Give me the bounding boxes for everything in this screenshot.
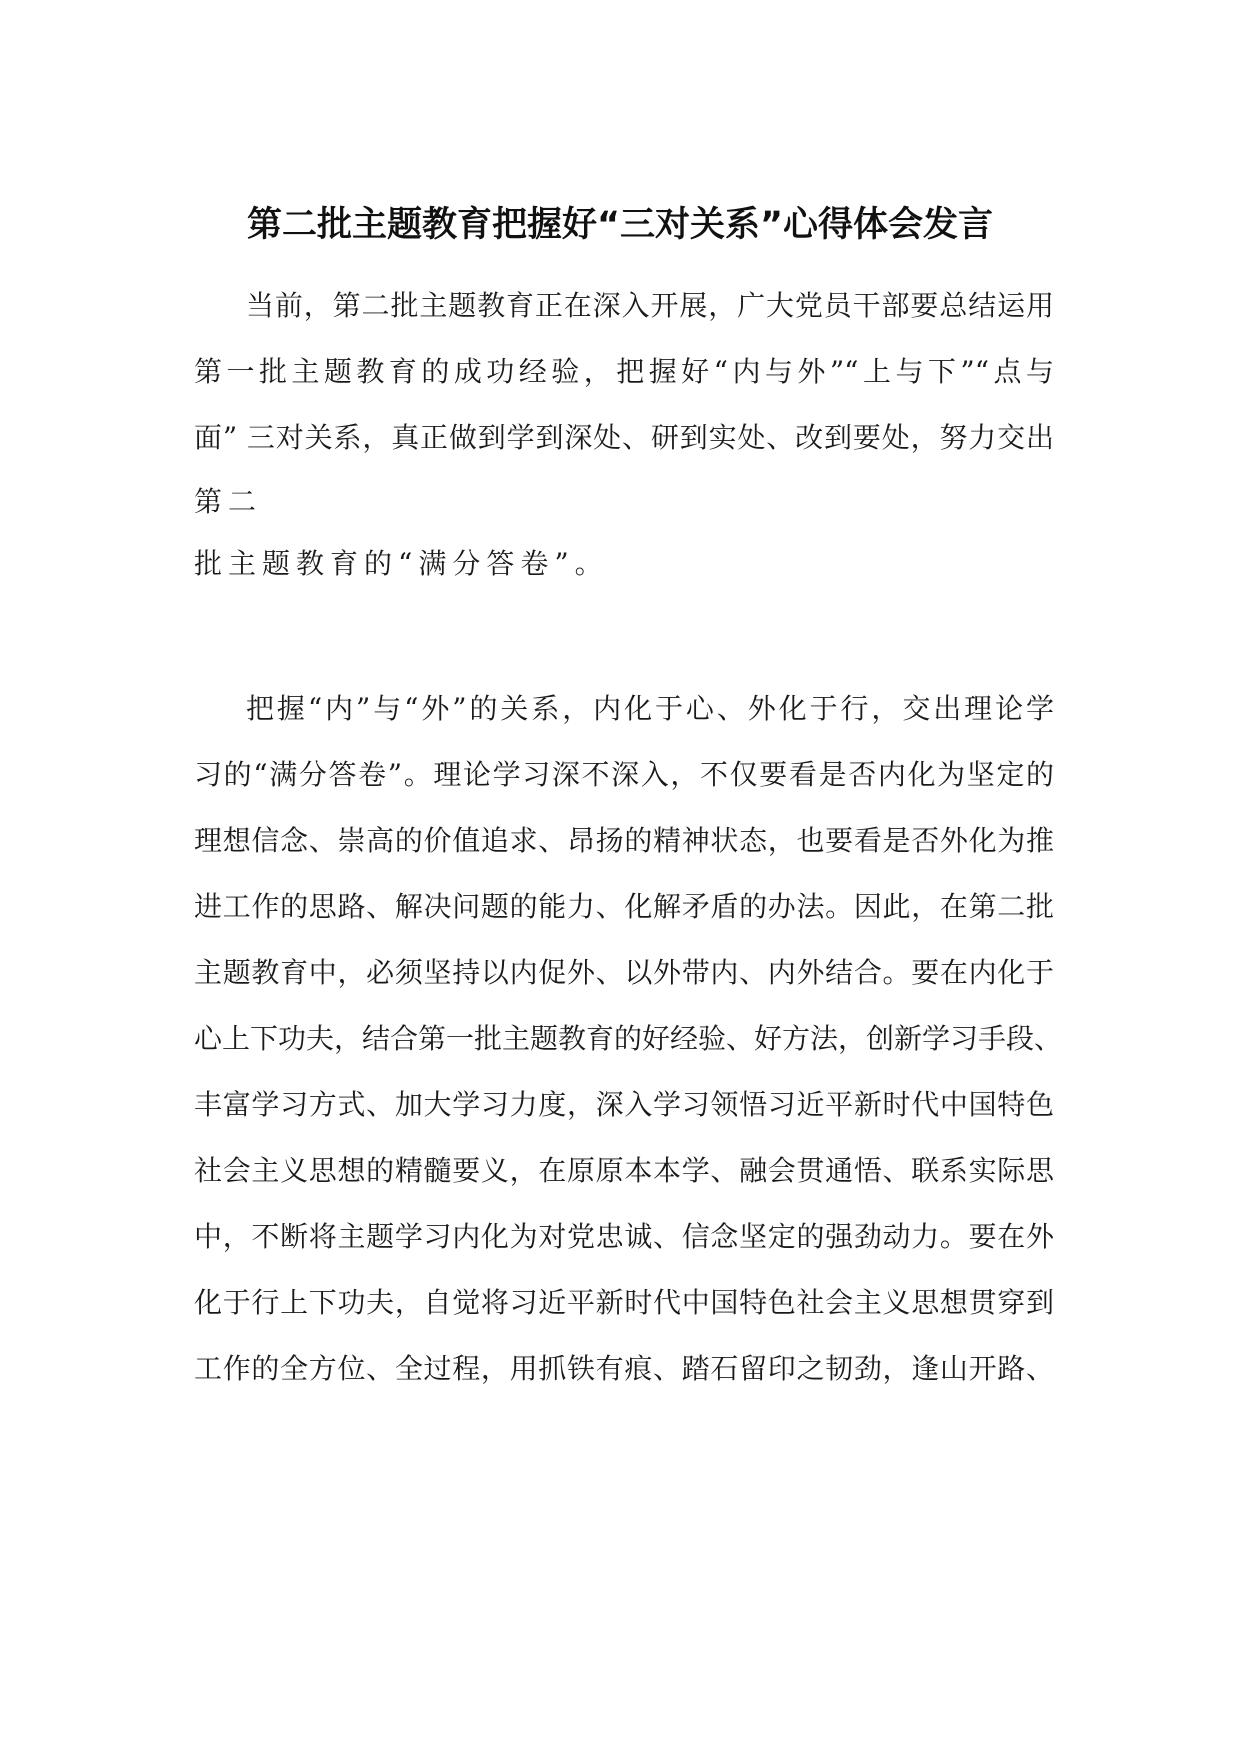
paragraph-1-line-5: 批主题教育的“满分答卷”。 <box>194 547 609 580</box>
paragraph-2-line-9: 中，不断将主题学习内化为对党忠诚、信念坚定的强劲动力。要在外 <box>194 1220 1054 1253</box>
paragraph-2-line-5: 主题教育中，必须坚持以内促外、以外带内、内外结合。要在内化于 <box>194 956 1054 989</box>
paragraph-2-line-6: 心上下功夫，结合第一批主题教育的好经验、好方法，创新学习手段、 <box>194 1022 1063 1055</box>
paragraph-2-line-8: 社会主义思想的精髓要义，在原原本本学、融会贯通悟、联系实际思 <box>194 1154 1054 1187</box>
paragraph-2-line-7: 丰富学习方式、加大学习力度，深入学习领悟习近平新时代中国特色 <box>194 1088 1054 1121</box>
paragraph-2-line-2: 习的“满分答卷”。理论学习深不深入，不仅要看是否内化为坚定的 <box>194 758 1054 791</box>
paragraph-2-line-10: 化于行上下功夫，自觉将习近平新时代中国特色社会主义思想贯穿到 <box>194 1286 1054 1319</box>
paragraph-1-line-2: 第一批主题教育的成功经验，把握好“内与外”“上与下”“点与 <box>194 355 1054 388</box>
paragraph-2-line-3: 理想信念、崇高的价值追求、昂扬的精神状态，也要看是否外化为推 <box>194 824 1054 857</box>
paragraph-2-line-1: 把握“内”与“外”的关系，内化于心、外化于行，交出理论学 <box>246 692 1054 725</box>
paragraph-1-line-3: 面” 三对关系，真正做到学到深处、研到实处、改到要处，努力交出 <box>194 421 1054 454</box>
paragraph-2-line-4: 进工作的思路、解决问题的能力、化解矛盾的办法。因此，在第二批 <box>194 890 1054 923</box>
paragraph-1-line-4: 第二 <box>194 485 263 518</box>
paragraph-1-line-1: 当前，第二批主题教育正在深入开展，广大党员干部要总结运用 <box>246 289 1054 322</box>
document-title: 第二批主题教育把握好“三对关系”心得体会发言 <box>246 205 993 245</box>
paragraph-2-line-11: 工作的全方位、全过程，用抓铁有痕、踏石留印之韧劲，逢山开路、 <box>194 1352 1054 1385</box>
